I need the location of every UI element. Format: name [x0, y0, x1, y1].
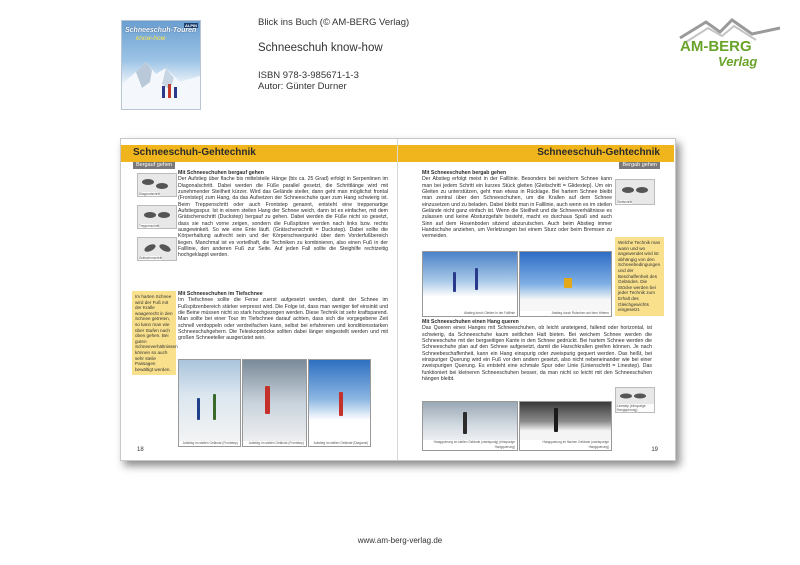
figure-icon — [339, 392, 343, 416]
left-section1 — [178, 170, 388, 259]
book-spread — [120, 138, 676, 461]
cover-subtitle: know-how — [136, 35, 166, 42]
photo-frontstep-1[interactable] — [178, 359, 241, 447]
left-title-band — [121, 145, 397, 168]
photo-caption: Abstieg durch Rutschen auf dem Hintern — [520, 311, 611, 316]
photo-caption: Aufstieg im steilen Gelände (Frontstep) — [243, 441, 306, 446]
right-margin-note: Welche Technik man wann und wo angewendet wird ist abhängig von den Schneebedingungen und der Beschaffenheit des Geländes. Die Stöcke werden bei jeder Technik zum Erhalt des Gleichgewichts eingesetzt. — [615, 237, 664, 316]
right-title-band — [398, 145, 674, 168]
thumb-linestep — [615, 387, 655, 413]
photo-caption: Aufstieg im steilen Gelände (Frontstep) — [179, 441, 240, 446]
thumb-gleitschritt — [615, 179, 655, 205]
photo-hangquerung-steil[interactable] — [422, 401, 518, 451]
left-section1-heading: Mit Schneeschuhen bergauf gehen — [178, 170, 264, 176]
left-section2 — [178, 291, 388, 342]
photo-gleiten[interactable] — [422, 251, 518, 317]
author: Autor: Günter Durner — [258, 81, 347, 92]
photo-caption: Hangquerung im flachen Gelände (zweispurige Hangquerung) — [520, 440, 611, 450]
figure-icon — [564, 278, 572, 288]
right-page — [398, 139, 674, 460]
thumb-graetschenschritt — [137, 237, 177, 261]
photo-caption: Hangquerung im steilen Gelände (zweispurig) (einspurige Hangquerung) — [423, 440, 517, 450]
right-section2 — [422, 319, 652, 382]
thumb-caption: Diagonalschritt — [139, 192, 161, 196]
left-page-number: 18 — [137, 447, 144, 453]
blick-heading: Blick ins Buch (© AM-BERG Verlag) — [258, 17, 410, 28]
photo-caption: Aufstieg im steilen Gelände (Diagonal) — [309, 441, 370, 446]
thumb-treppenschritt — [137, 205, 177, 229]
right-section2-heading: Mit Schneeschuhen einen Hang queren — [422, 319, 519, 325]
cover-badge: ALPIN — [185, 23, 197, 28]
figure-icon — [265, 386, 270, 414]
figure-icon — [453, 272, 456, 292]
left-margin-note: Im harten Schnee wird der Fuß mit der Kralle waagerecht in den Schnee getreten, so kann man wie über Stufen nach oben gehen. Bei guten Schneeverhältnissen können so auch sehr steile Passagen bewältigt werden. — [132, 291, 176, 375]
figure-icon — [197, 398, 200, 420]
thumb-caption: Grätschenschritt — [139, 256, 163, 260]
left-section2-text: Im Tiefschnee sollte die Ferse zuerst aufgesetzt werden, damit der Schnee im Fußspitzenbereich stärker verpresst wird. Die Folge ist, dass man weniger tief einsinkt und die Beine müssen nicht so stark hochgezogen werden. Diese Technik ist sehr kraftsparend. Man sollte bei einer Tour im Tiefschnee darauf achten, dass sich die vorgegebene Zeit schnell verdoppeln oder verdreifachen kann, selbst bei erfahrenen und konditionsstarken Schneeschuhgehern. Die Teleskopstöcke sollten dabei länger eingestellt werden und mit großen Schneeteller ausgerüstet sein. — [178, 297, 388, 342]
left-page — [121, 139, 398, 460]
photo-rutschen[interactable] — [519, 251, 612, 317]
right-section1-text: Der Abstieg erfolgt meist in der Falllinie. Besonders bei weichem Schnee kann man bei jedem Schritt ein kurzes Stück gleiten (Gleitschritt = Glidestep). Um ein Gleiten zu unterstützen, geht man etwas in Rücklage. Bei hartem Schnee bleibt man zentral über den Schneeschuhen, um die Krallen auf dem Schnee einzusetzen und zu beladen. Dabei bleibt man in Falllinie, auch wenn es im steilen Gelände nicht ganz einfach ist. Wenn die Steilheit und die Schneeverhältnisse es zulassen und keine Absturzgefahr besteht, macht es durchaus Spaß und auch Sinn auf dem Hosenboden sitzend abzurutschen. Auch beim Abstieg immer Handschuhe anziehen, um Verletzungen bei einem Sturz oder beim Bremsen zu vermeiden. — [422, 176, 612, 240]
left-page-title: Schneeschuh-Gehtechnik — [133, 147, 256, 158]
book-info — [258, 17, 409, 92]
right-page-number: 19 — [651, 447, 658, 453]
photo-diagonal[interactable] — [308, 359, 371, 447]
figure-icon — [463, 412, 467, 434]
figure-icon — [475, 268, 478, 290]
thumb-caption: Treppenschritt — [139, 224, 160, 228]
publisher-website-link[interactable]: www.am-berg-verlag.de — [357, 536, 443, 545]
left-page-subtitle: Bergauf gehen — [133, 162, 175, 169]
thumb-diagonalschritt — [137, 173, 177, 197]
cover-mountain-image — [122, 54, 200, 109]
left-section1-text: Der Aufstieg über flache bis mittelsteile Hänge (bis ca. 25 Grad) erfolgt in Serpentinen im Diagonalschritt. Dabei werden die Füße parallel gesetzt, die Schrittlänge wird mit zunehmender Steilheit kürzer. Wird das Gelände steiler, dann geht man möglichst frontal (Frontstep) zum Hang, da das Aufsetzen der Schneeschuhe quer zum Hang schwierig ist. Beim Treppenschritt oder auch Frontstep genannt, entsteht eine treppenartige Aufstiegsspur. Ist in einem steilen Hang der Schnee weich, dann ist es einfacher, mit dem Grätschenschritt (Duckstep) bergauf zu gehen. Dabei werden die Füße nicht so gesetzt, dass sie nach vorne zeigen, sondern die Fußspitzen werden nach links bzw. rechts ausgewinkelt. So wie eine Ente läuft. (Grätschenschritt = Duckstep). Dabei sollte die Körperhaltung aufrecht sein und der Körperschwerpunkt über dem Vorderfußbereich liegen. Manchmal ist es vorteilhaft, die Techniken zu kombinieren, also einen Fuß in der Falllinie, den anderen Fuß zur Seite. Auf jeden Fall sollte die Steighilfe rechtzeitig hochgeklappt werden. — [178, 176, 388, 259]
photo-caption: Abstieg durch Gleiten in der Falllinie — [423, 311, 517, 316]
isbn: ISBN 978-3-985671-1-3 — [258, 70, 359, 81]
logo-line1: AM-BERG — [680, 38, 752, 55]
book-title: Schneeschuh know-how — [258, 42, 383, 54]
right-section2-text: Das Queren eines Hanges mit Schneeschuhen, ob leicht ansteigend, fallend oder horizontal, ist schwierig, da Schneeschuhe kaum seitlichen Halt bieten. Bei weichem Schnee werden die Schneeschuhe mit der bergseitigen Kante in den Schnee gedrückt. Bei hartem Schnee werden die Schneeschuhe plan auf den Schnee aufgesetzt, damit die Harschkrallen greifen können. Je nach Schneebeschaffenheit, kann ein Hang einspurig oder zweispurig gequert werden. Das heißt, bei einspuriger Querung wird ein Fuß vor den andern gesetzt, also nicht nebeneinander wie bei einer zweispurigen Querung. Es entsteht eine schmale Spur oder Linie (Linienschritt = Linestep). Das funktioniert bei kleineren Schneeschuhen besser, da man nicht so leicht mit den Schneeschuhen hängen bleibt. — [422, 325, 652, 383]
right-page-subtitle: Bergab gehen — [619, 162, 660, 169]
right-section1-heading: Mit Schneeschuhen bergab gehen — [422, 170, 507, 176]
figure-icon — [213, 394, 216, 420]
logo-line2: Verlag — [718, 54, 758, 69]
photo-frontstep-2[interactable] — [242, 359, 307, 447]
right-page-title: Schneeschuh-Gehtechnik — [537, 147, 660, 158]
book-cover[interactable] — [121, 20, 201, 110]
left-section2-heading: Mit Schneeschuhen im Tiefschnee — [178, 291, 263, 297]
thumb-caption: Linestep (einspurige Hangquerung) — [617, 404, 654, 412]
figure-icon — [554, 408, 558, 432]
right-section1 — [422, 170, 612, 240]
cover-title: Schneeschuh-Touren — [125, 27, 197, 34]
publisher-logo[interactable] — [676, 16, 784, 74]
photo-hangquerung-flach[interactable] — [519, 401, 612, 451]
thumb-caption: Gleitschritt — [617, 200, 633, 204]
